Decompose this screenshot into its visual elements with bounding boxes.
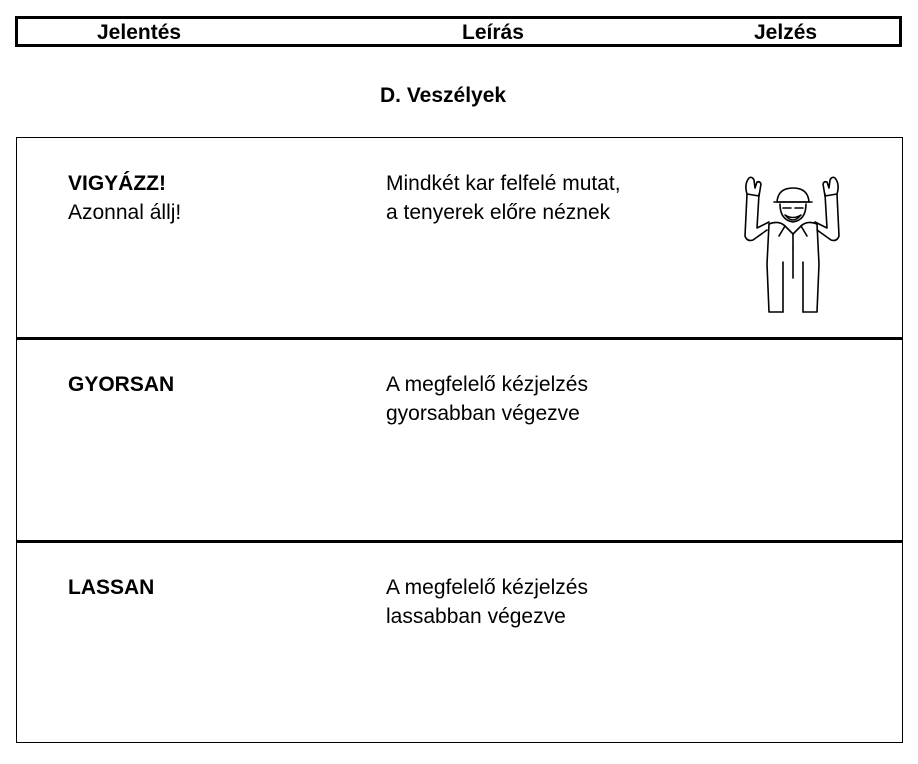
description-line: gyorsabban végezve xyxy=(386,402,580,425)
description-line: Mindkét kar felfelé mutat, xyxy=(386,172,621,195)
header-description: Leírás xyxy=(462,21,524,44)
header-signal: Jelzés xyxy=(754,21,818,44)
meaning-title: GYORSAN xyxy=(68,373,175,396)
meaning-subtitle: Azonnal állj! xyxy=(68,201,182,224)
meaning-title: LASSAN xyxy=(68,576,155,599)
description-cell xyxy=(386,370,588,428)
meaning-cell xyxy=(68,169,181,227)
both-arms-raised-figure-icon xyxy=(737,174,847,316)
description-line: A megfelelő kézjelzés xyxy=(386,576,588,599)
description-line: A megfelelő kézjelzés xyxy=(386,373,588,396)
meaning-title: VIGYÁZZ! xyxy=(68,172,166,195)
meaning-cell xyxy=(68,370,174,399)
table-row xyxy=(17,542,902,742)
header-meaning: Jelentés xyxy=(97,21,182,44)
description-line: lassabban végezve xyxy=(386,605,566,628)
meaning-cell xyxy=(68,573,154,602)
table-row xyxy=(17,339,902,542)
table-row xyxy=(17,138,902,339)
table-header xyxy=(15,16,902,47)
signals-table xyxy=(16,137,903,743)
description-cell xyxy=(386,169,621,227)
section-title: D. Veszélyek xyxy=(380,84,507,107)
description-cell xyxy=(386,573,588,631)
description-line: a tenyerek előre néznek xyxy=(386,201,611,224)
